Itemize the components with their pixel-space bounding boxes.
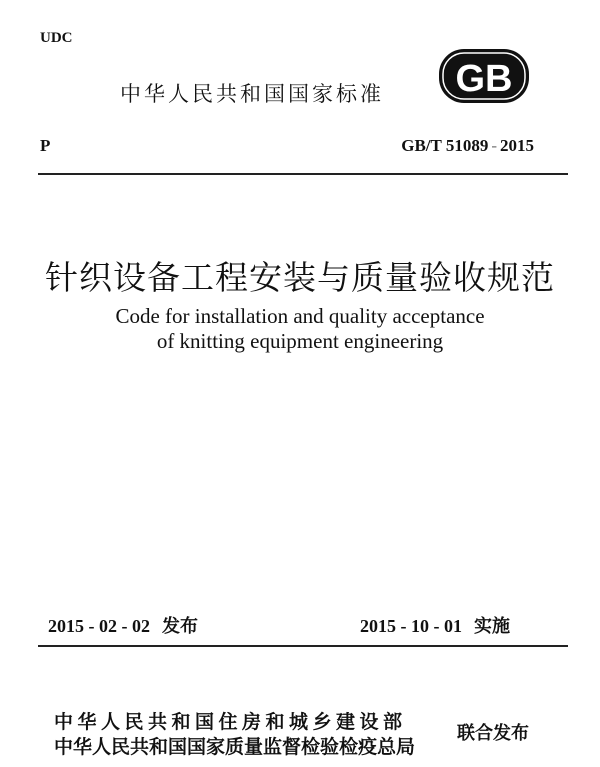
joint-issue-label: 联合发布 (457, 723, 529, 744)
implement-date (360, 612, 510, 638)
issuer-ministry-housing: 中华人民共和国住房和城乡建设部 (54, 711, 407, 733)
standard-year: 2015 (500, 136, 534, 155)
issuer-aqsiq: 中华人民共和国国家质量监督检验检疫总局 (54, 736, 416, 758)
implement-label: 实施 (474, 616, 510, 637)
publish-date-value: 2015 - 02 - 02 (48, 616, 150, 636)
bottom-divider (38, 645, 568, 647)
title-english (0, 304, 600, 354)
implement-date-value: 2015 - 10 - 01 (360, 616, 462, 636)
category-code: P (40, 136, 51, 155)
standard-code: GB/T 51089 (401, 136, 489, 155)
publish-date (48, 612, 198, 638)
top-divider (38, 173, 568, 175)
gb-logo-text: GB (455, 58, 513, 100)
gb-logo-icon (438, 48, 530, 104)
title-english-line2: of knitting equipment engineering (156, 329, 444, 353)
agency-title: 中华人民共和国国家标准 (120, 82, 384, 106)
standard-number (401, 136, 534, 156)
title-chinese: 针织设备工程安装与质量验收规范 (45, 258, 555, 297)
udc-label: UDC (40, 30, 73, 46)
publish-label: 发布 (162, 616, 198, 637)
standard-separator: - (491, 136, 497, 155)
title-english-line1: Code for installation and quality acceptance (115, 304, 485, 328)
